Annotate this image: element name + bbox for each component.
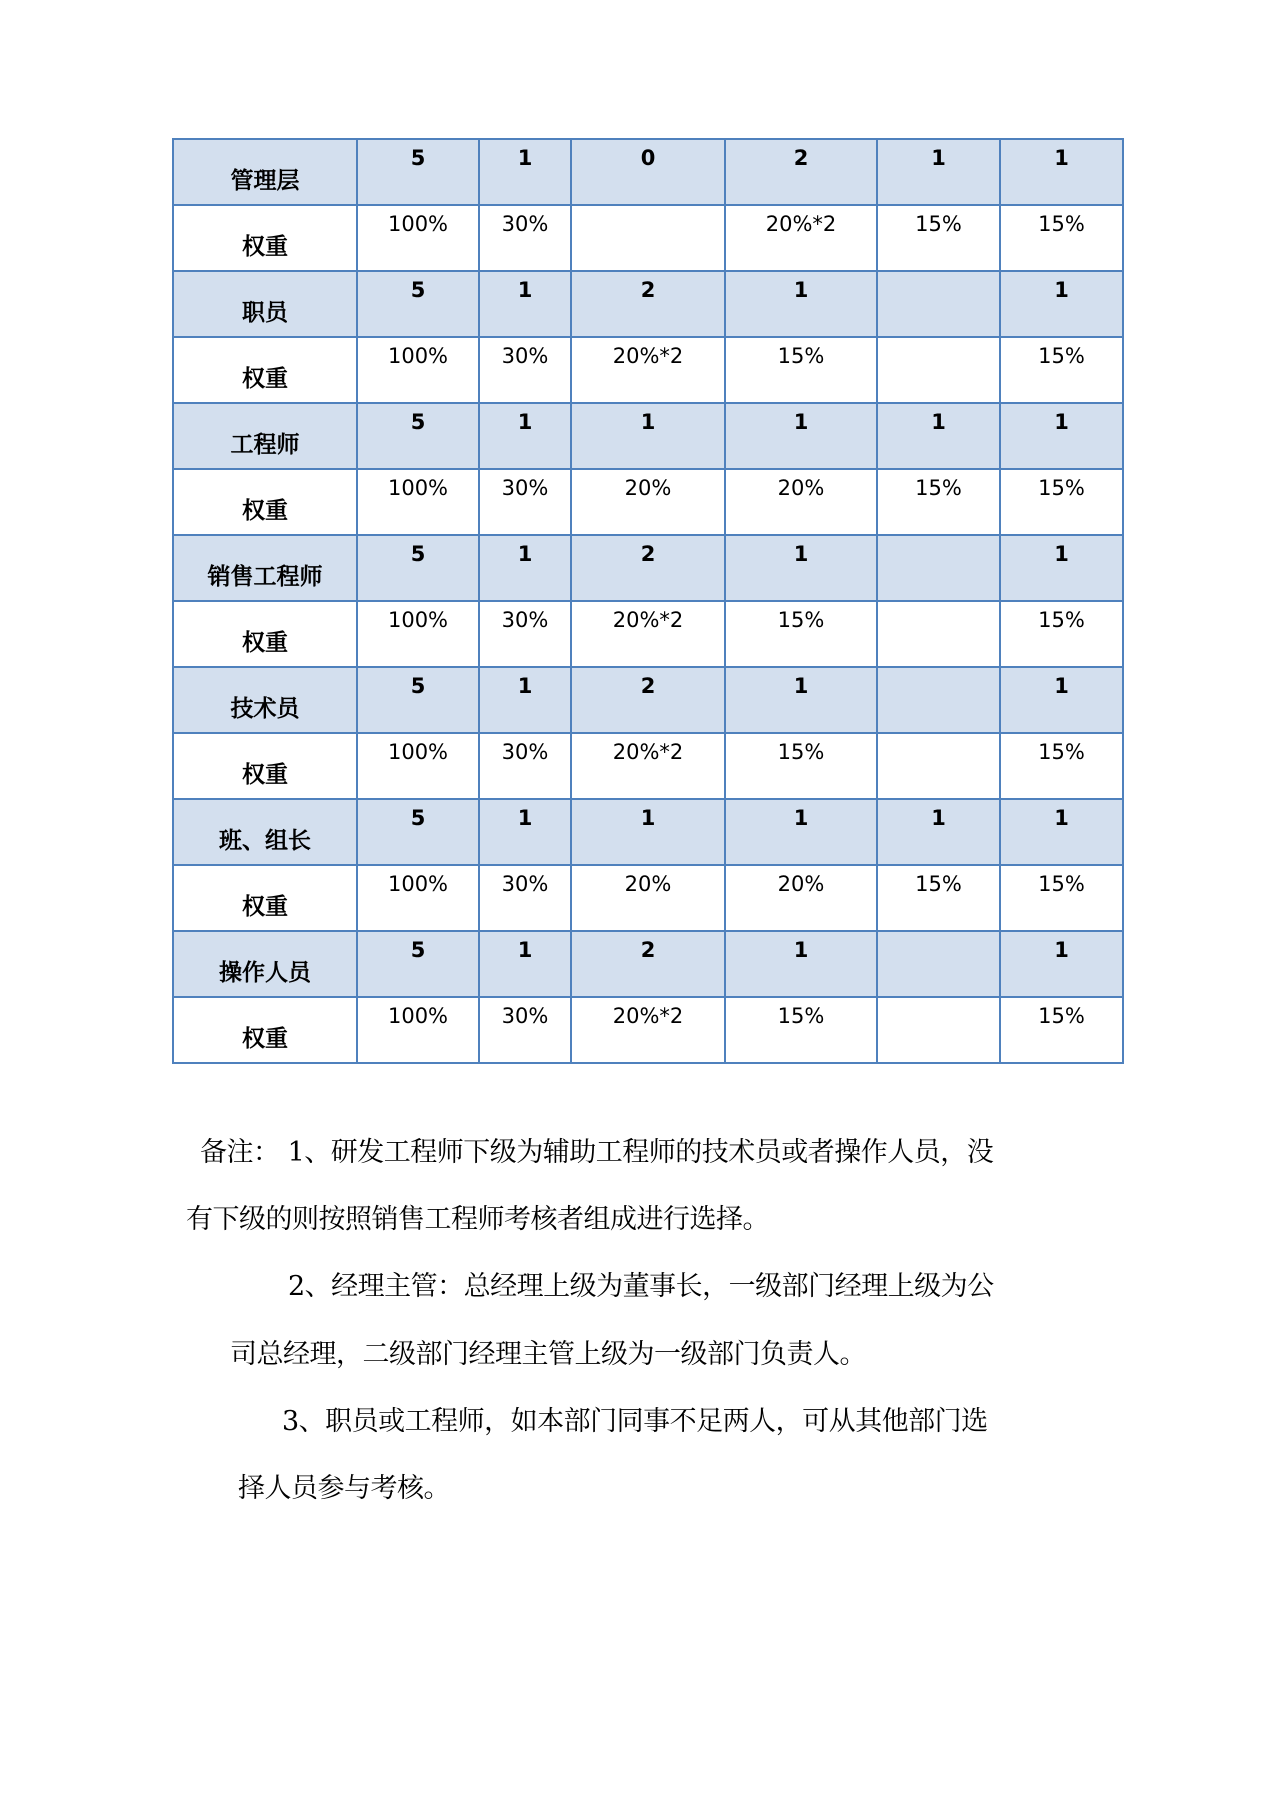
row-label: 销售工程师 [173, 535, 357, 601]
row-label: 职员 [173, 271, 357, 337]
table-cell: 1 [479, 403, 571, 469]
table-cell: 100% [357, 865, 479, 931]
count-row [173, 271, 1123, 337]
table-cell: 0 [571, 139, 725, 205]
table-cell: 5 [357, 535, 479, 601]
table-cell: 1 [571, 403, 725, 469]
table-cell: 2 [725, 139, 877, 205]
table-cell: 100% [357, 469, 479, 535]
table-cell: 20% [725, 865, 877, 931]
table-cell: 20%*2 [571, 337, 725, 403]
count-row [173, 667, 1123, 733]
table-cell: 100% [357, 205, 479, 271]
table-cell: 15% [1000, 733, 1123, 799]
table-cell: 15% [725, 601, 877, 667]
count-row [173, 799, 1123, 865]
table-cell: 5 [357, 931, 479, 997]
table-cell: 20% [571, 469, 725, 535]
table-cell: 1 [877, 403, 1000, 469]
row-label: 权重 [173, 469, 357, 535]
count-row [173, 403, 1123, 469]
table-cell: 1 [479, 271, 571, 337]
table-cell: 1 [877, 139, 1000, 205]
weight-row [173, 205, 1123, 271]
table-cell: 1 [725, 799, 877, 865]
weight-row [173, 997, 1123, 1063]
table-cell: 1 [1000, 799, 1123, 865]
table-cell: 15% [725, 997, 877, 1063]
table-cell: 30% [479, 469, 571, 535]
table-cell: 1 [479, 139, 571, 205]
table-cell: 20%*2 [725, 205, 877, 271]
table-cell: 15% [725, 733, 877, 799]
table-cell: 15% [725, 337, 877, 403]
table-cell: 2 [571, 271, 725, 337]
table-cell: 15% [1000, 337, 1123, 403]
row-label: 班、组长 [173, 799, 357, 865]
table-cell: 100% [357, 733, 479, 799]
weight-row [173, 337, 1123, 403]
table-cell: 2 [571, 667, 725, 733]
table-cell: 1 [1000, 403, 1123, 469]
table-cell: 15% [1000, 997, 1123, 1063]
note-line: 备注： 1、研发工程师下级为辅助工程师的技术员或者操作人员，没 [200, 1137, 994, 1168]
table-cell: 30% [479, 997, 571, 1063]
table-cell: 5 [357, 667, 479, 733]
note-line: 司总经理，二级部门经理主管上级为一级部门负责人。 [230, 1339, 866, 1370]
table-cell: 20% [725, 469, 877, 535]
table-cell: 1 [1000, 931, 1123, 997]
note-line: 3、职员或工程师，如本部门同事不足两人，可从其他部门选 [282, 1406, 988, 1437]
table-cell [877, 535, 1000, 601]
table-cell [877, 931, 1000, 997]
row-label: 技术员 [173, 667, 357, 733]
table-cell: 1 [725, 667, 877, 733]
count-row [173, 931, 1123, 997]
table-cell: 100% [357, 601, 479, 667]
table-cell: 1 [725, 271, 877, 337]
table-cell: 5 [357, 139, 479, 205]
weight-row [173, 733, 1123, 799]
row-label: 工程师 [173, 403, 357, 469]
weight-row [173, 865, 1123, 931]
table-cell: 15% [877, 865, 1000, 931]
table-cell [877, 271, 1000, 337]
note-line: 择人员参与考核。 [238, 1473, 450, 1504]
table-cell: 15% [1000, 601, 1123, 667]
table-cell: 1 [1000, 535, 1123, 601]
table-cell [877, 667, 1000, 733]
table-cell: 30% [479, 337, 571, 403]
count-row [173, 139, 1123, 205]
table-cell [877, 337, 1000, 403]
table-cell: 15% [1000, 469, 1123, 535]
table-cell: 30% [479, 205, 571, 271]
table-cell: 2 [571, 535, 725, 601]
assessment-weight-table [172, 138, 1124, 1064]
table-cell [877, 601, 1000, 667]
row-label: 权重 [173, 997, 357, 1063]
table-cell: 5 [357, 271, 479, 337]
table-cell: 1 [725, 931, 877, 997]
count-row [173, 535, 1123, 601]
table-cell: 20%*2 [571, 733, 725, 799]
note-line: 有下级的则按照销售工程师考核者组成进行选择。 [186, 1204, 769, 1235]
table-cell [877, 733, 1000, 799]
table-cell: 1 [479, 799, 571, 865]
table-cell: 1 [725, 535, 877, 601]
table-cell: 15% [877, 205, 1000, 271]
table-cell: 30% [479, 601, 571, 667]
table-cell: 2 [571, 931, 725, 997]
table-cell: 15% [1000, 205, 1123, 271]
row-label: 操作人员 [173, 931, 357, 997]
table-cell: 30% [479, 733, 571, 799]
table-cell: 20%*2 [571, 997, 725, 1063]
table-cell: 15% [877, 469, 1000, 535]
table-cell: 1 [571, 799, 725, 865]
table-cell: 20%*2 [571, 601, 725, 667]
table-cell: 30% [479, 865, 571, 931]
table-cell: 1 [1000, 667, 1123, 733]
row-label: 权重 [173, 733, 357, 799]
weight-row [173, 469, 1123, 535]
table-cell [571, 205, 725, 271]
table-cell [877, 997, 1000, 1063]
table-cell: 1 [877, 799, 1000, 865]
table-cell: 1 [1000, 139, 1123, 205]
table-cell: 20% [571, 865, 725, 931]
table-cell: 100% [357, 337, 479, 403]
row-label: 权重 [173, 601, 357, 667]
table-cell: 1 [479, 667, 571, 733]
table-cell: 15% [1000, 865, 1123, 931]
table-cell: 5 [357, 799, 479, 865]
table-cell: 1 [1000, 271, 1123, 337]
weight-row [173, 601, 1123, 667]
table-cell: 5 [357, 403, 479, 469]
row-label: 权重 [173, 205, 357, 271]
table-cell: 1 [479, 931, 571, 997]
table-cell: 1 [479, 535, 571, 601]
row-label: 权重 [173, 337, 357, 403]
table-cell: 1 [725, 403, 877, 469]
row-label: 权重 [173, 865, 357, 931]
note-line: 2、经理主管：总经理上级为董事长，一级部门经理上级为公 [288, 1271, 994, 1302]
table-cell: 100% [357, 997, 479, 1063]
row-label: 管理层 [173, 139, 357, 205]
